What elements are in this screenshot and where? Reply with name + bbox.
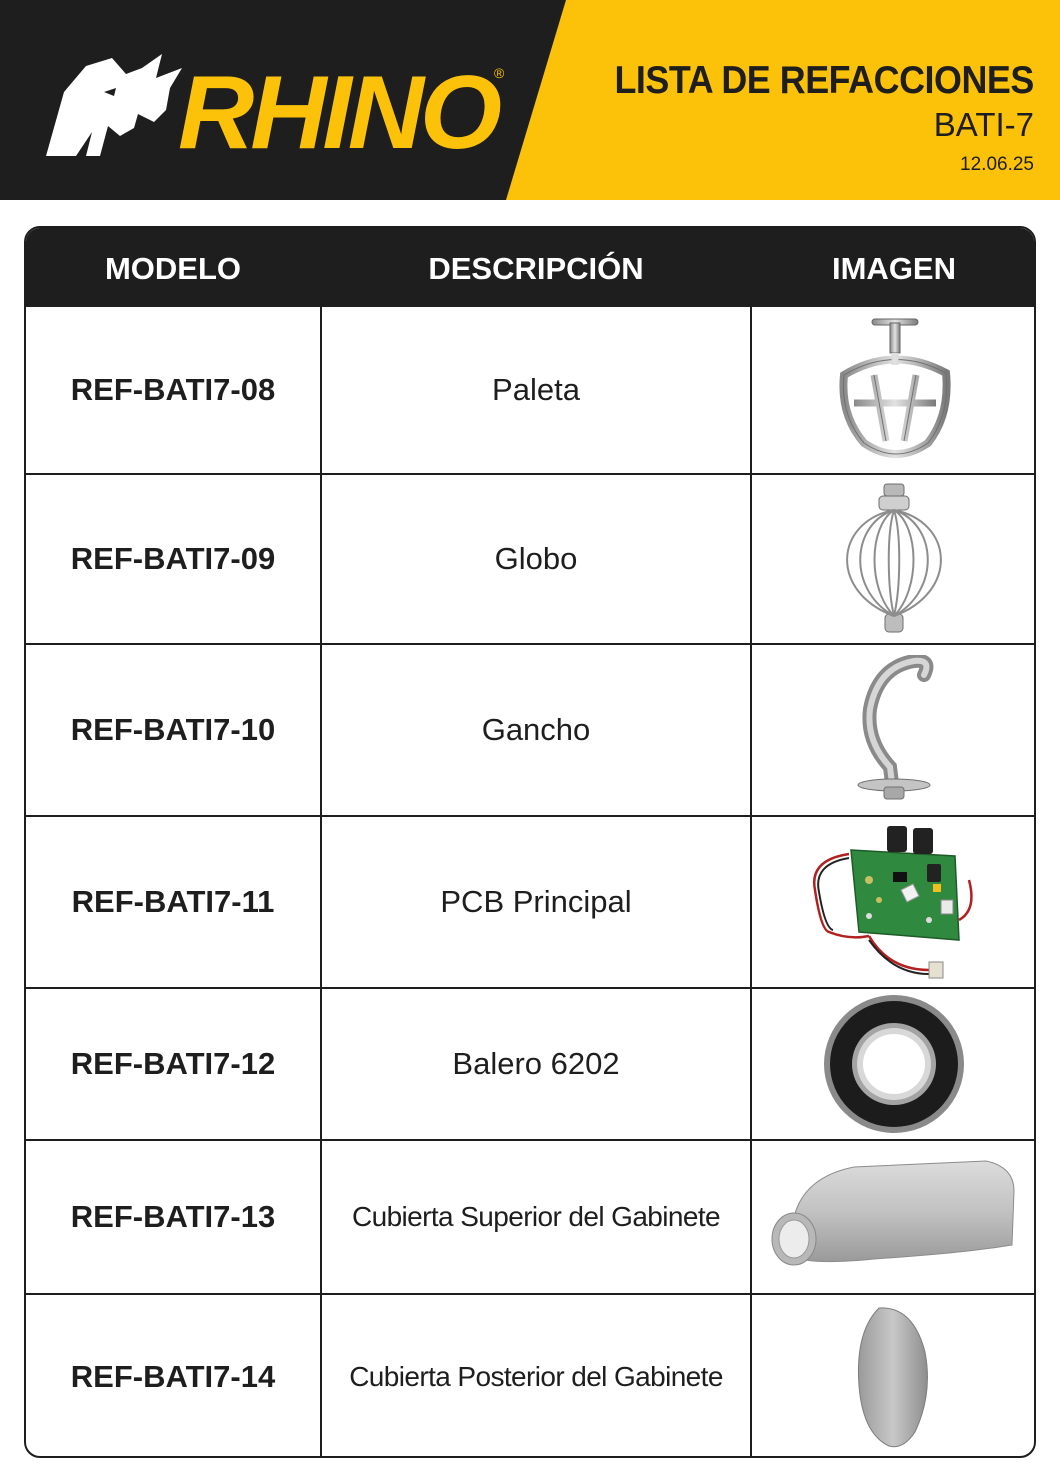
svg-text:RHINO: RHINO (178, 55, 502, 162)
part-image (752, 989, 1036, 1139)
column-divider (320, 228, 322, 1456)
part-description: Gancho (481, 712, 591, 747)
rhino-logo (42, 52, 512, 162)
table-row (26, 1293, 1034, 1458)
table-header (26, 228, 1034, 305)
table-row (26, 987, 1034, 1139)
part-image (752, 1141, 1036, 1293)
column-header-imagen: IMAGEN (832, 251, 956, 286)
dough-hook-icon (834, 655, 954, 805)
part-description: Globo (494, 541, 578, 576)
part-code: REF-BATI7-10 (70, 712, 276, 747)
part-code: REF-BATI7-08 (70, 372, 276, 407)
flat-beater-icon (824, 315, 964, 465)
part-description: Cubierta Superior del Gabinete (351, 1201, 720, 1232)
document-date: 12.06.25 (960, 154, 1034, 175)
part-description: Paleta (492, 372, 580, 407)
table-row (26, 473, 1034, 643)
part-code: REF-BATI7-14 (70, 1358, 276, 1394)
part-code: REF-BATI7-11 (71, 884, 275, 919)
part-image (752, 817, 1036, 987)
table-row (26, 1139, 1034, 1293)
wire-whisk-icon (829, 482, 959, 637)
column-header-descripcion: DESCRIPCIÓN (428, 251, 644, 286)
part-image (752, 475, 1036, 643)
rear-cover-icon (849, 1302, 939, 1452)
part-code: REF-BATI7-09 (70, 541, 276, 576)
top-cover-icon (764, 1147, 1024, 1287)
part-image (752, 1295, 1036, 1458)
table-row (26, 643, 1034, 815)
page-header (0, 0, 1060, 200)
part-description: Cubierta Posterior del Gabinete (349, 1360, 723, 1392)
ball-bearing-icon (822, 993, 967, 1135)
circuit-board-icon (809, 820, 979, 985)
table-row (26, 305, 1034, 473)
part-image (752, 645, 1036, 815)
column-divider (750, 228, 752, 1456)
part-code: REF-BATI7-13 (70, 1199, 276, 1234)
part-code: REF-BATI7-12 (70, 1046, 276, 1081)
table-row (26, 815, 1034, 987)
part-description: Balero 6202 (452, 1046, 620, 1081)
parts-table (24, 226, 1036, 1458)
svg-text:®: ® (494, 65, 505, 81)
header-title-block (578, 58, 1034, 177)
page-title: LISTA DE REFACCIONES (614, 59, 1034, 102)
part-description: PCB Principal (440, 884, 632, 919)
column-header-modelo: MODELO (104, 251, 242, 286)
part-image (752, 307, 1036, 473)
model-name: BATI-7 (933, 106, 1034, 143)
